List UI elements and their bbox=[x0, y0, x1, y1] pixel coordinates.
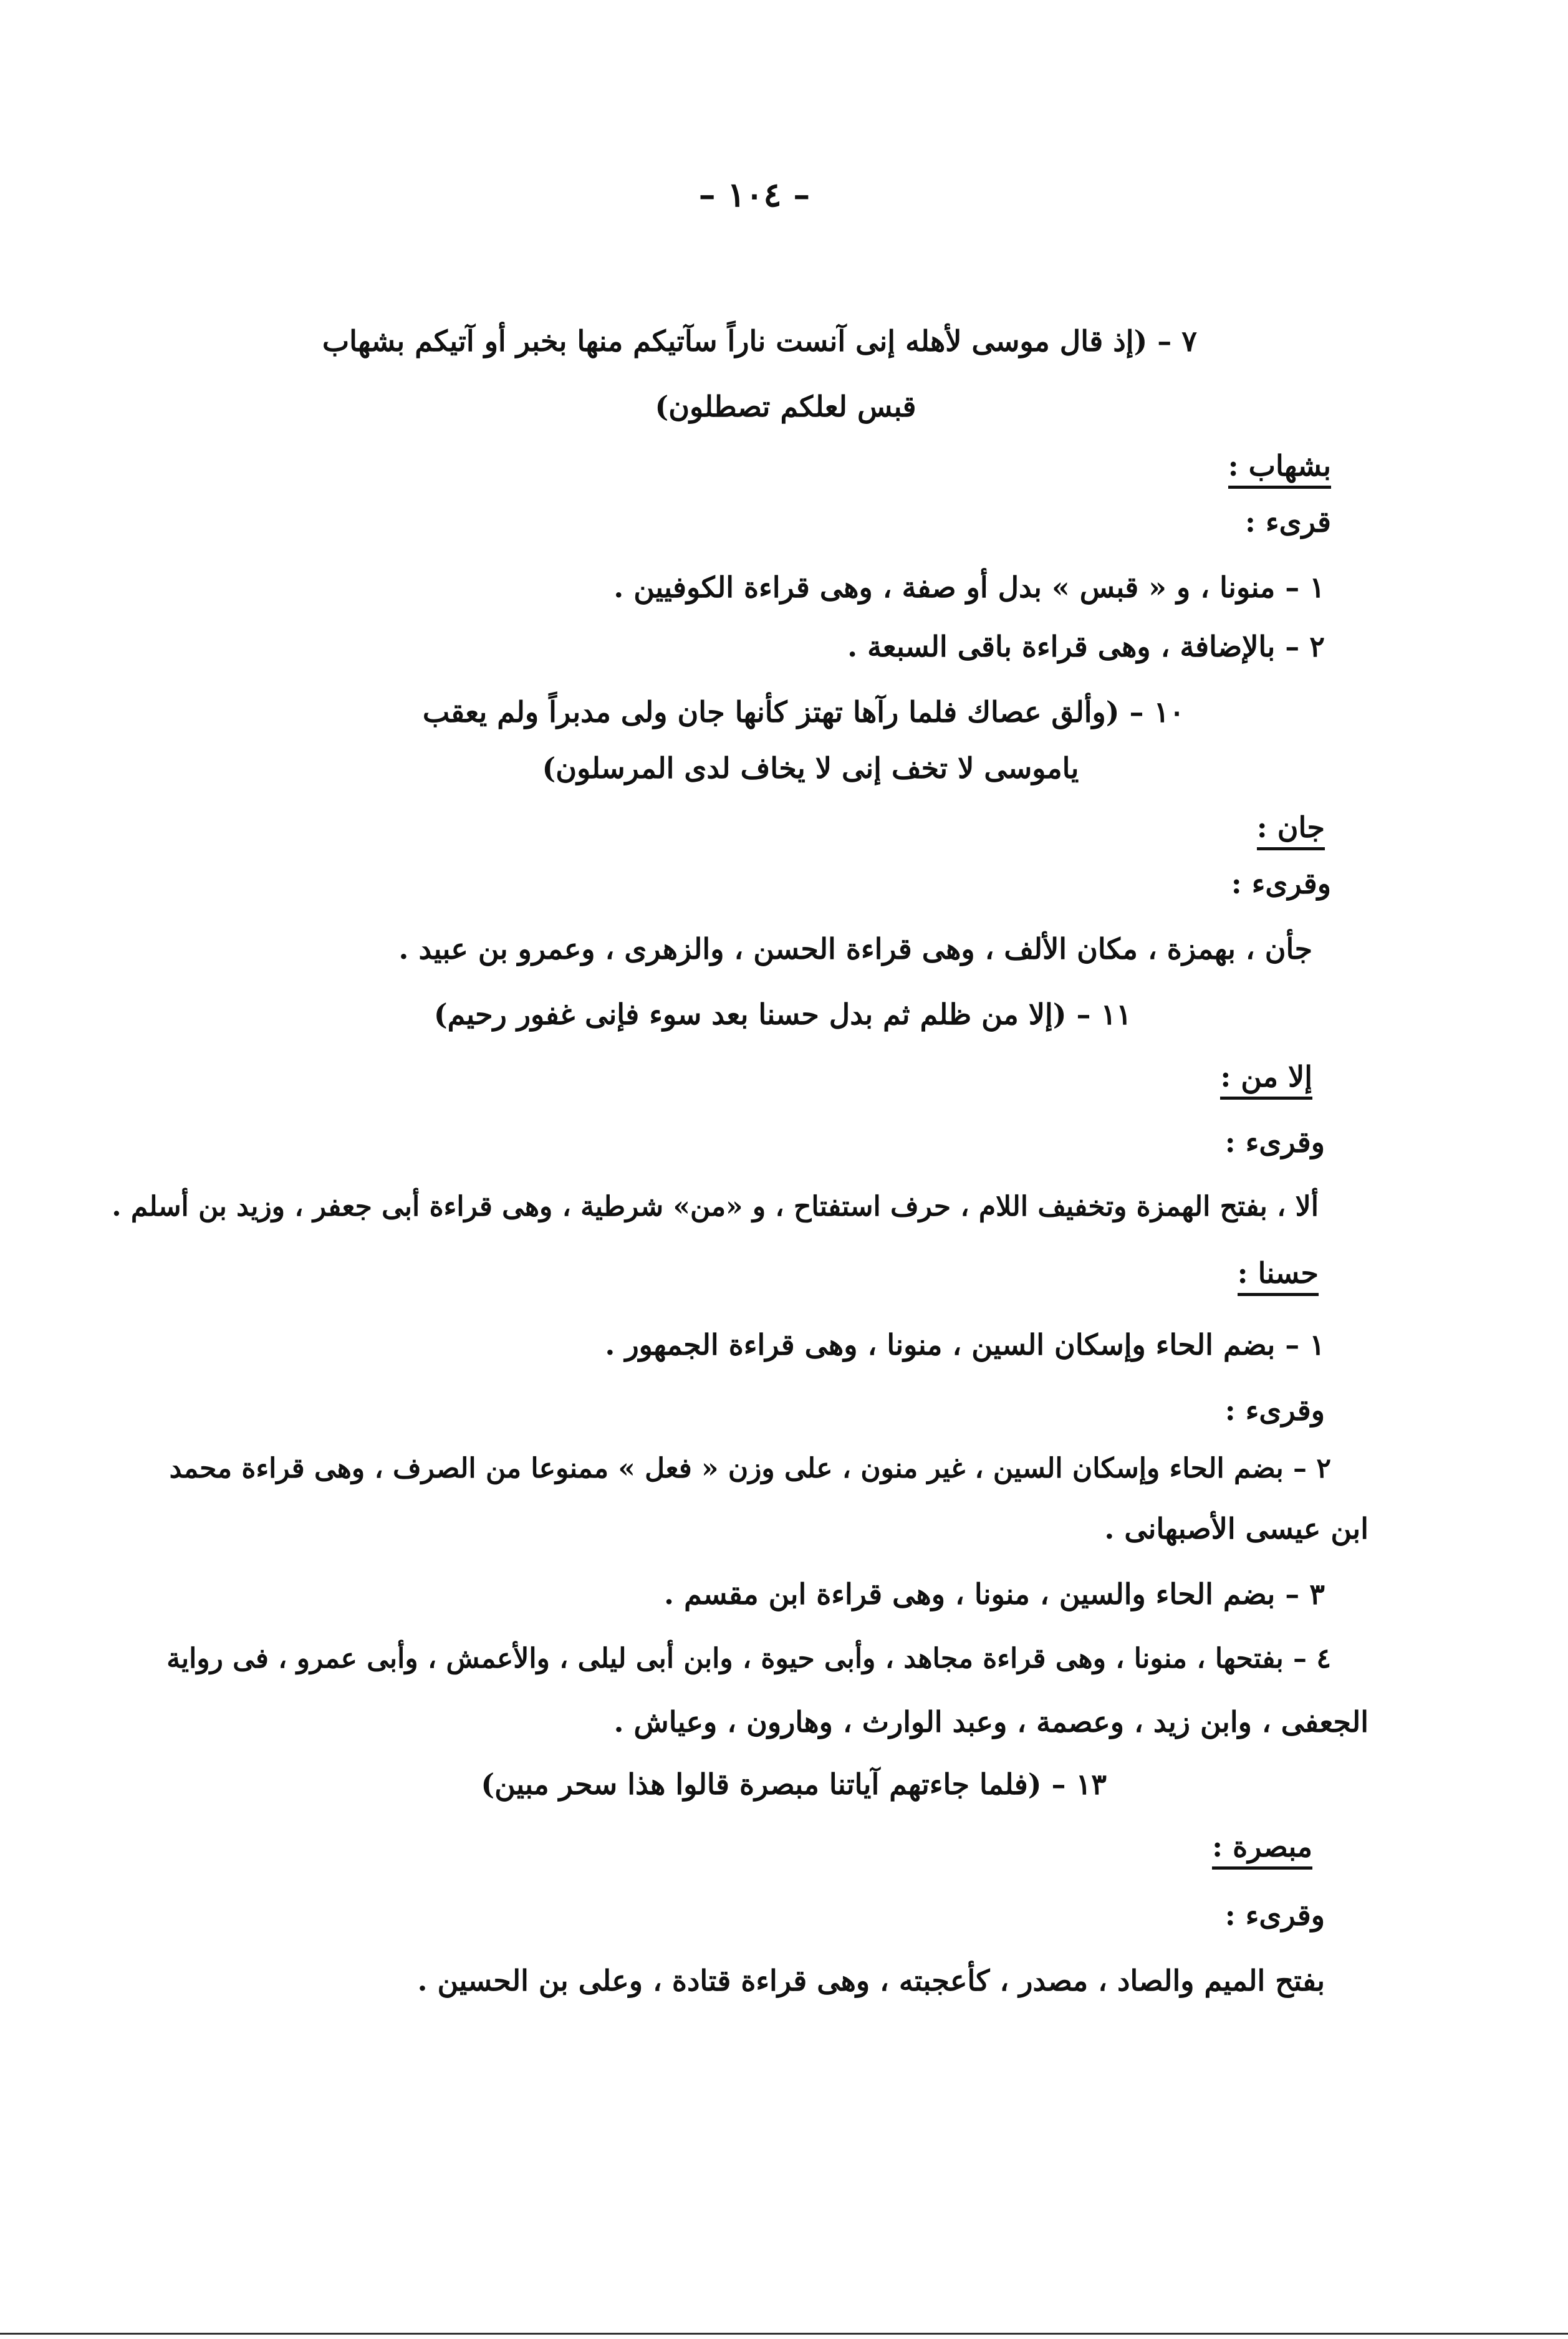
verse-10-line-1: ١٠ – (وألق عصاك فلما رآها تهتز كأنها جان ولى مدبراً ولم يعقب bbox=[422, 695, 1185, 729]
heading-bishihab: بشهاب : bbox=[1228, 449, 1331, 489]
label-waqurri-1: وقرىء : bbox=[1231, 867, 1331, 900]
bottom-divider bbox=[0, 2333, 1568, 2335]
label-waqurri-4: وقرىء : bbox=[1224, 1898, 1325, 1932]
page-number: – ١٠٤ – bbox=[698, 175, 810, 214]
reading-ala: ألا ، بفتح الهمزة وتخفيف اللام ، حرف استفتاح ، و «من» شرطية ، وهى قراءة أبى جعفر ، وزيد بن أسلم . bbox=[112, 1191, 1319, 1222]
verse-7-line-1: ٧ – (إذ قال موسى لأهله إنى آنست ناراً سآتيكم منها بخبر أو آتيكم بشهاب bbox=[322, 324, 1197, 358]
reading-2-line: ٢ – بالإضافة ، وهى قراءة باقى السبعة . bbox=[847, 630, 1325, 663]
verse-13-line: ١٣ – (فلما جاءتهم آياتنا مبصرة قالوا هذا سحر مبين) bbox=[481, 1767, 1107, 1801]
verse-11-line: ١١ – (إلا من ظلم ثم بدل حسنا بعد سوء فإنى غفور رحيم) bbox=[433, 997, 1132, 1031]
verse-10-line-2: ياموسى لا تخف إنى لا يخاف لدى المرسلون) bbox=[542, 751, 1079, 785]
husna-reading-4-line-2: الجعفى ، وابن زيد ، وعصمة ، وعبد الوارث ، وهارون ، وعياش . bbox=[613, 1705, 1368, 1739]
reading-1-line: ١ – منونا ، و « قبس » بدل أو صفة ، وهى قراءة الكوفيين . bbox=[613, 570, 1325, 604]
label-quri: قرىء : bbox=[1245, 505, 1331, 539]
heading-husna: حسنا : bbox=[1238, 1256, 1319, 1296]
label-waqurri-2: وقرىء : bbox=[1224, 1125, 1325, 1159]
heading-jann: جان : bbox=[1257, 810, 1325, 850]
label-waqurri-3: وقرىء : bbox=[1224, 1393, 1325, 1427]
reading-jaan: جأن ، بهمزة ، مكان الألف ، وهى قراءة الحسن ، والزهرى ، وعمرو بن عبيد . bbox=[398, 932, 1312, 966]
husna-reading-3: ٣ – بضم الحاء والسين ، منونا ، وهى قراءة ابن مقسم . bbox=[664, 1577, 1325, 1611]
heading-illa-man: إلا من : bbox=[1220, 1060, 1312, 1100]
husna-reading-2-line-1: ٢ – بضم الحاء وإسكان السين ، غير منون ، على وزن « فعل » ممنوعا من الصرف ، وهى قراءة محمد bbox=[169, 1453, 1331, 1484]
husna-reading-2-line-2: ابن عيسى الأصبهانى . bbox=[1104, 1512, 1368, 1545]
reading-mubsira: بفتح الميم والصاد ، مصدر ، كأعجبته ، وهى قراءة قتادة ، وعلى بن الحسين . bbox=[417, 1964, 1325, 1997]
husna-reading-1: ١ – بضم الحاء وإسكان السين ، منونا ، وهى قراءة الجمهور . bbox=[605, 1328, 1325, 1362]
husna-reading-4-line-1: ٤ – بفتحها ، منونا ، وهى قراءة مجاهد ، وأبى حيوة ، وابن أبى ليلى ، والأعمش ، وأبى عمرو ، فى رواية bbox=[166, 1643, 1331, 1674]
heading-mubsira: مبصرة : bbox=[1212, 1830, 1312, 1870]
verse-7-line-2: قبس لعلكم تصطلون) bbox=[655, 390, 916, 423]
